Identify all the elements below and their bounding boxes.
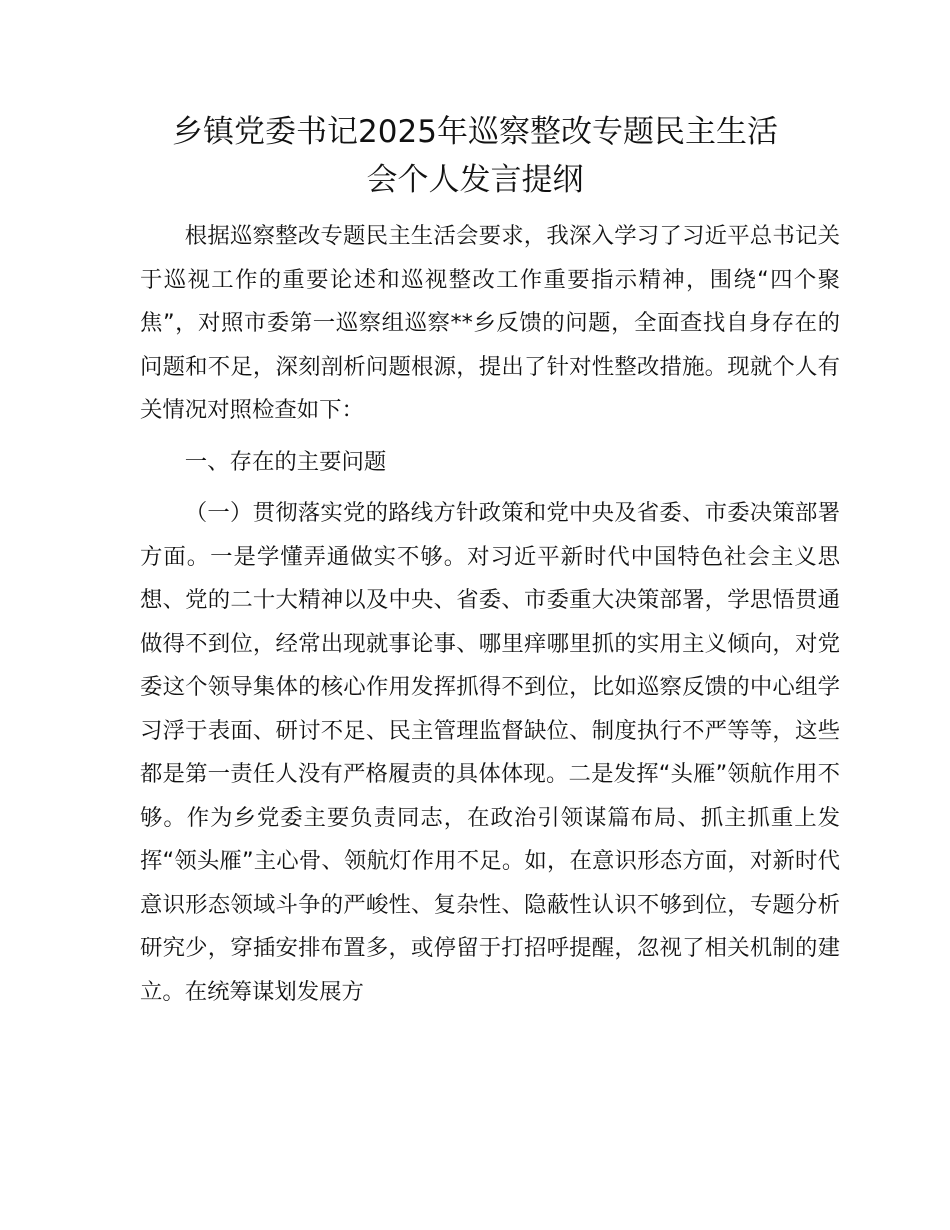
document-title-line-1: 乡镇党委书记2025年巡察整改专题民主生活: [172, 114, 778, 150]
intro-paragraph: 根据巡察整改专题民主生活会要求，我深入学习了习近平总书记关于巡视工作的重要论述和巡视整改工作重要指示精神，围绕“四个聚焦”，对照市委第一巡察组巡察**乡反馈的问题，全面查找自身存在的问题和不足，深刻剖析问题根源，提出了针对性整改措施。现就个人有关情况对照检查如下：: [140, 223, 840, 423]
document-body: [140, 215, 840, 1014]
document-title: [110, 108, 840, 204]
document-title-line-2: 会个人发言提纲: [366, 162, 584, 198]
section-heading: 一、存在的主要问题: [184, 448, 387, 475]
section-paragraph: （一）贯彻落实党的路线方针政策和党中央及省委、市委决策部署方面。一是学懂弄通做实不够。对习近平新时代中国特色社会主义思想、党的二十大精神以及中央、省委、市委重大决策部署，学思悟贯通做得不到位，经常出现就事论事、哪里痒哪里抓的实用主义倾向，对党委这个领导集体的核心作用发挥抓得不到位，比如巡察反馈的中心组学习浮于表面、研讨不足、民主管理监督缺位、制度执行不严等等，这些都是第一责任人没有严格履责的具体体现。二是发挥“头雁”领航作用不够。作为乡党委主要负责同志，在政治引领谋篇布局、抓主抓重上发挥“领头雁”主心骨、领航灯作用不足。如，在意识形态方面，对新时代意识形态领域斗争的严峻性、复杂性、隐蔽性认识不够到位，专题分析研究少，穿插安排布置多，或停留于打招呼提醒，忽视了相关机制的建立。在统筹谋划发展方: [140, 500, 840, 1005]
